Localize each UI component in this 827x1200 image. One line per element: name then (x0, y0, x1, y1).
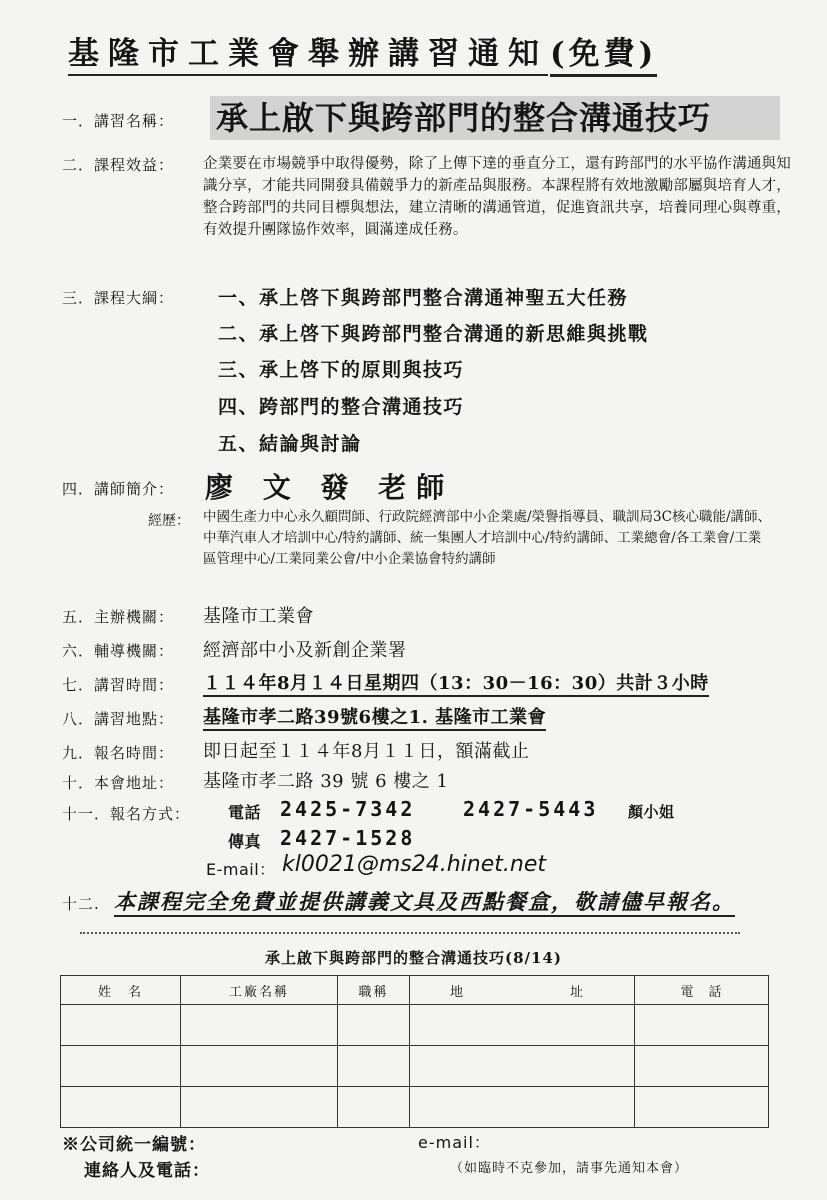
cell-phone[interactable] (635, 1005, 769, 1046)
title-free-tag: (免費) (550, 28, 657, 77)
fax-number: 2427-1528 (280, 826, 416, 850)
venue-value (203, 703, 546, 729)
email-label: E-mail： (206, 860, 276, 879)
session-time-label: 七．講習時間： (62, 676, 175, 694)
notice-label: 十二. (62, 895, 100, 913)
registration-period-label: 九．報名時間： (62, 744, 175, 762)
header-address (410, 976, 635, 1005)
cell-name[interactable] (61, 1087, 181, 1128)
cell-company[interactable] (181, 1046, 338, 1087)
cell-address[interactable] (410, 1087, 635, 1128)
cell-name[interactable] (61, 1005, 181, 1046)
organizer-label: 五．主辦機關： (62, 608, 175, 626)
session-time-value (203, 669, 709, 695)
supervisor-label: 六．輔導機關： (62, 642, 175, 660)
registration-period-value: 即日起至１１４年8月１１日，額滿截止 (203, 741, 530, 762)
course-benefit-label: 二．課程效益： (62, 156, 175, 174)
cell-name[interactable] (61, 1046, 181, 1087)
cell-phone[interactable] (635, 1087, 769, 1128)
header-name: 姓 名 (61, 976, 181, 1005)
course-benefit-text: 企業要在市場競爭中取得優勢，除了上傳下達的垂直分工，還有跨部門的水平協作溝通與知識分享，才能共同開發具備競爭力的新產品與服務。本課程將有效地激勵部屬與培育人才，整合跨部門的共同目標與想法，建立清晰的溝通管道，促進資訊共享，培養同理心與尊重，有效提升團隊協作效率，圓滿達成任務。 (203, 156, 791, 238)
course-name-value: 承上啟下與跨部門的整合溝通技巧 (210, 96, 780, 140)
fax-label: 傳真 (228, 832, 262, 851)
outline-item-1: 一、承上啓下與跨部門整合溝通神聖五大任務 (218, 287, 629, 309)
page-title (68, 28, 788, 72)
contact-phone-label: 連絡人及電話： (84, 1161, 210, 1181)
cell-address[interactable] (410, 1046, 635, 1087)
organizer-value: 基隆市工業會 (203, 606, 314, 627)
header-company: 工廠名稱 (181, 976, 338, 1005)
experience-label: 經歷： (148, 513, 190, 529)
outline-item-3: 三、承上啓下的原則與技巧 (218, 359, 465, 381)
instructor-label: 四．講師簡介： (62, 480, 175, 498)
cell-company[interactable] (181, 1005, 338, 1046)
cancellation-note: （如臨時不克參加，請事先通知本會） (450, 1161, 689, 1176)
cell-company[interactable] (181, 1087, 338, 1128)
instructor-name: 廖 文 發 老師 (205, 471, 455, 504)
course-outline-label: 三．課程大綱： (62, 289, 175, 307)
venue-text: 基隆市孝二路39號6樓之1. 基隆市工業會 (203, 707, 546, 731)
free-notice (114, 886, 735, 916)
outline-item-2: 二、承上啓下與跨部門整合溝通的新思維與挑戰 (218, 323, 649, 345)
header-phone-text: 電 話 (680, 984, 723, 1000)
phone-number-2: 2427-5443 (463, 797, 599, 821)
header-address-2: 址 (570, 984, 586, 1000)
phone-number-1: 2425-7342 (280, 797, 416, 821)
table-row (61, 1087, 769, 1128)
table-row (61, 1005, 769, 1046)
office-address-label: 十．本會地址： (62, 774, 175, 792)
experience-text: 中國生產力中心永久顧問師、行政院經濟部中小企業處/榮譽指導員、職訓局3C核心職能/講師、中華汽車人才培訓中心/特約講師、統一集團人才培訓中心/特約講師、工業總會/各工業會/工業區管理中心/工業同業公會/中小企業協會特約講師 (203, 509, 772, 567)
office-address-value: 基隆市孝二路 39 號 6 樓之 1 (203, 771, 449, 792)
session-time-text: １１４年8月１４日星期四（13：30－16：30）共計３小時 (203, 673, 709, 697)
form-email-label: e-mail： (418, 1133, 491, 1152)
outline-item-5: 五、結論與討論 (218, 433, 362, 455)
cell-address[interactable] (410, 1005, 635, 1046)
registration-method-label: 十一．報名方式： (62, 805, 191, 823)
phone-label: 電話 (228, 803, 262, 822)
supervisor-value: 經濟部中小及新創企業署 (203, 640, 407, 661)
cell-phone[interactable] (635, 1046, 769, 1087)
table-row (61, 1046, 769, 1087)
free-notice-text: 本課程完全免費並提供講義文具及西點餐盒，敬請儘早報名。 (114, 889, 735, 917)
form-title: 承上啟下與跨部門的整合溝通技巧(8/14) (265, 949, 562, 967)
header-address-1: 地 (450, 984, 466, 1000)
table-header-row (61, 976, 769, 1005)
cell-position[interactable] (338, 1087, 410, 1128)
title-main: 基隆市工業會舉辦講習通知 (68, 28, 548, 76)
email-address: kl0021@ms24.hinet.net (282, 852, 546, 877)
header-position: 職稱 (338, 976, 410, 1005)
contact-person: 顏小姐 (628, 803, 675, 821)
header-phone (635, 976, 769, 1005)
course-name-label: 一．講習名稱： (62, 112, 175, 130)
cell-position[interactable] (338, 1005, 410, 1046)
venue-label: 八．講習地點： (62, 710, 175, 728)
cell-position[interactable] (338, 1046, 410, 1087)
cut-line (80, 932, 740, 934)
registration-table (60, 975, 769, 1128)
tax-id-label: ※公司統一編號： (62, 1135, 206, 1155)
outline-item-4: 四、跨部門的整合溝通技巧 (218, 396, 465, 418)
